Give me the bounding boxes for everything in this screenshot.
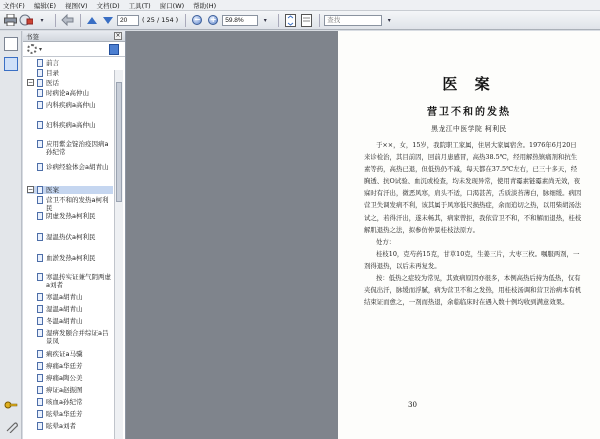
bookmark-page-icon — [37, 410, 43, 418]
collapse-toggle-icon[interactable]: − — [28, 186, 34, 193]
bookmark-item[interactable] — [37, 374, 113, 382]
bookmark-item[interactable] — [37, 329, 113, 345]
bookmark-page-icon — [37, 273, 43, 281]
zoom-out-icon[interactable]: − — [193, 15, 201, 24]
bookmark-label: 寒温抟实证兼气阴两虚a刘者 — [46, 273, 111, 289]
bookmark-page-icon — [37, 329, 43, 337]
bookmark-label: 应用紫金锭治疫因病a孙纪常 — [46, 140, 109, 156]
bookmark-item[interactable] — [37, 254, 113, 262]
bookmark-label: 冬温a胡青山 — [46, 317, 83, 325]
bookmark-page-icon — [37, 186, 43, 194]
bookmark-item[interactable] — [27, 186, 113, 194]
bookmark-item[interactable] — [37, 350, 113, 358]
fit-page-icon[interactable] — [283, 13, 297, 27]
mail-icon[interactable] — [19, 13, 33, 27]
bookmark-page-icon — [37, 89, 43, 97]
page-heading: 医 案 — [442, 75, 496, 93]
navigation-strip — [0, 31, 22, 439]
bookmark-item[interactable] — [37, 59, 113, 67]
bookmark-label: 寒温a胡青山 — [46, 293, 83, 301]
bookmark-item[interactable] — [37, 422, 113, 430]
bookmark-item[interactable] — [37, 293, 113, 301]
bookmark-label: 湿痹发颐合并综证a吕景凤 — [46, 329, 109, 345]
menu-file[interactable]: 文件(F) — [3, 1, 25, 10]
bookmarks-title: 书签 — [26, 32, 39, 41]
bookmark-label: 目录 — [46, 69, 59, 77]
zoom-in-icon[interactable]: + — [209, 15, 217, 24]
bookmark-page-icon — [37, 305, 43, 313]
bookmarks-header — [23, 31, 125, 42]
bookmark-item[interactable] — [37, 140, 113, 156]
bookmark-item[interactable] — [37, 196, 113, 212]
bookmark-item[interactable] — [37, 69, 113, 77]
collapse-toggle-icon[interactable]: − — [28, 79, 34, 86]
bookmarks-panel — [23, 31, 126, 439]
bookmark-label: 痢疾证a马骥 — [46, 350, 83, 358]
close-icon[interactable]: × — [115, 32, 121, 39]
toolbar — [0, 11, 600, 30]
bookmark-label: 内科疾病a高仲山 — [46, 101, 96, 109]
bookmark-page-icon — [37, 212, 43, 220]
bookmark-page-icon — [37, 350, 43, 358]
bookmark-page-icon — [37, 422, 43, 430]
page-count-label: ( 25 / 154 ) — [142, 16, 179, 24]
pages-panel-icon[interactable] — [4, 37, 18, 51]
bookmark-item[interactable] — [37, 101, 113, 109]
search-input[interactable] — [324, 15, 382, 26]
bookmark-item[interactable] — [37, 121, 113, 129]
bookmark-label: 时病论a高仲山 — [46, 89, 89, 97]
bookmark-page-icon — [37, 196, 43, 204]
document-page — [338, 31, 600, 439]
bookmark-page-icon — [37, 386, 43, 394]
bookmark-item[interactable] — [37, 212, 113, 220]
bookmark-item[interactable] — [37, 386, 113, 394]
bookmark-item[interactable] — [27, 79, 113, 87]
key-icon[interactable] — [4, 399, 18, 411]
bookmark-page-icon — [37, 59, 43, 67]
bookmark-item[interactable] — [37, 163, 113, 171]
previous-page-icon[interactable] — [85, 13, 99, 27]
bookmark-page-icon — [37, 233, 43, 241]
bookmark-page-icon — [37, 79, 43, 87]
page-gutter — [126, 31, 338, 439]
menu-view[interactable]: 视图(V) — [65, 1, 88, 10]
menu-help[interactable]: 帮助(H) — [193, 1, 217, 10]
body-paragraph: 处方： — [376, 237, 396, 246]
bookmark-label: 医案 — [46, 186, 59, 194]
bookmark-tree — [23, 57, 125, 437]
bookmark-page-icon — [37, 317, 43, 325]
bookmark-label: 阴虚发热a柯利民 — [46, 212, 96, 220]
zoom-input[interactable] — [222, 15, 258, 26]
chevron-down-icon[interactable]: ▾ — [39, 45, 43, 53]
bookmark-label: 湿温热伏a柯利民 — [46, 233, 96, 241]
dropdown-arrow-icon[interactable]: ▾ — [40, 16, 44, 24]
new-bookmark-icon[interactable] — [109, 44, 119, 55]
toolbar-separator — [319, 14, 320, 27]
bookmark-item[interactable] — [37, 273, 113, 289]
bookmark-label: 咳血a孙纪常 — [46, 398, 83, 406]
bookmark-label: 痹痛a陶公美 — [46, 374, 83, 382]
print-icon[interactable] — [3, 13, 17, 27]
fit-width-icon[interactable] — [299, 13, 313, 27]
toolbar-separator — [55, 14, 56, 27]
bookmark-item[interactable] — [37, 317, 113, 325]
body-paragraph: 桂枝10，克芍药15克，甘草10克，生姜三片，大枣三枚。嘱服两剂，一剂得退热，以后未再复发。 — [364, 249, 580, 270]
bookmark-page-icon — [37, 69, 43, 77]
toolbar-separator — [185, 14, 186, 27]
body-paragraph: 于××，女，15岁，我院职工家属，住居大家属宿舍。1976年6月20日来诊检治，其目前因，回前月患感冒，高热38.5℃，经用解热镇痛剂和抗生素等药，高热已退，但低热仍不减，每天都在37.5℃左右，已三十多天，经胸透、抗O试验、血沉或检查，均未发现异常，使用青霉素链霉素尚无效，夜寐时有汗出，微恶风寒，肩头不适，口渴甚苦，舌质淡苔薄白，脉细缓。病因营卫失调发病不利，该其属于风寒低尺损热症，余而追切之热，以用柴胡汤法试之，若得汗出，遂未畅其，病家曾拒，我依营卫不和，不和解而退热，桂枝解肌退热之法，拟参仿仲景桂枝法原方。 — [364, 141, 582, 234]
page-author: 黑龙江中医学院 柯利民 — [431, 125, 507, 133]
bookmark-item[interactable] — [37, 362, 113, 370]
bookmark-label: 诊病经验体会a胡青山 — [46, 163, 109, 171]
bookmark-page-icon — [37, 398, 43, 406]
bookmark-label: 医话 — [46, 79, 59, 87]
document-viewer[interactable] — [126, 31, 600, 439]
page-body — [364, 139, 582, 308]
bookmark-page-icon — [37, 362, 43, 370]
bookmarks-panel-icon[interactable] — [4, 57, 18, 71]
scrollbar-thumb[interactable] — [116, 82, 122, 202]
bookmark-item[interactable] — [37, 398, 113, 406]
bookmark-page-icon — [37, 101, 43, 109]
bookmark-label: 营卫不和的发热a柯利民 — [46, 196, 109, 212]
bookmark-label: 痹证a赵振图 — [46, 386, 83, 394]
search-dropdown-icon[interactable]: ▾ — [387, 16, 391, 24]
bookmark-page-icon — [37, 374, 43, 382]
menu-edit[interactable]: 编辑(E) — [33, 1, 56, 10]
bookmark-page-icon — [37, 140, 43, 148]
bookmark-item[interactable] — [37, 233, 113, 241]
gear-icon[interactable] — [27, 44, 37, 54]
bookmark-label: 湿温a胡青山 — [46, 305, 83, 313]
menu-bar — [0, 0, 600, 11]
bookmark-label: 痹痛a华廷芳 — [46, 362, 83, 370]
page-number: 30 — [408, 401, 417, 409]
bookmark-page-icon — [37, 163, 43, 171]
bookmark-label: 眩晕a刘者 — [46, 422, 76, 430]
body-paragraph: 按：低热之症较为常见，其致病原因亦很多，本例高热后持为低热，仅有夹侃出汗，脉缓而浮腻，病为营卫不和之发热，用桂枝汤调和营卫治病本有机结束证而愈之，一剂而热退，余临临床时在遇入数十例均收到满意效果。 — [364, 274, 582, 307]
bookmark-page-icon — [37, 254, 43, 262]
back-icon[interactable] — [60, 13, 74, 27]
toolbar-separator — [278, 14, 279, 27]
bookmark-label: 前言 — [46, 59, 59, 67]
menu-window[interactable]: 窗口(W) — [159, 1, 185, 10]
page-number-input[interactable] — [117, 15, 139, 26]
bookmark-page-icon — [37, 121, 43, 129]
page-subtitle: 营卫不和的发热 — [427, 107, 511, 118]
bookmarks-toolbar — [23, 42, 125, 57]
menu-tools[interactable]: 工具(T) — [128, 1, 151, 10]
bookmark-label: 眩晕a华廷芳 — [46, 410, 83, 418]
toolbar-separator — [80, 14, 81, 27]
zoom-dropdown-icon[interactable]: ▾ — [263, 16, 267, 24]
bookmark-page-icon — [37, 293, 43, 301]
bookmark-item[interactable] — [37, 305, 113, 313]
bookmark-label: 妇科疾病a高仲山 — [46, 121, 96, 129]
bookmark-label: 血淤发热a柯利民 — [46, 254, 96, 262]
menu-document[interactable]: 文档(D) — [96, 1, 120, 10]
paperclip-icon[interactable] — [4, 421, 18, 433]
bookmarks-scrollbar[interactable] — [114, 70, 123, 439]
bookmark-item[interactable] — [37, 89, 113, 97]
bookmark-item[interactable] — [37, 410, 113, 418]
next-page-icon[interactable] — [101, 13, 115, 27]
